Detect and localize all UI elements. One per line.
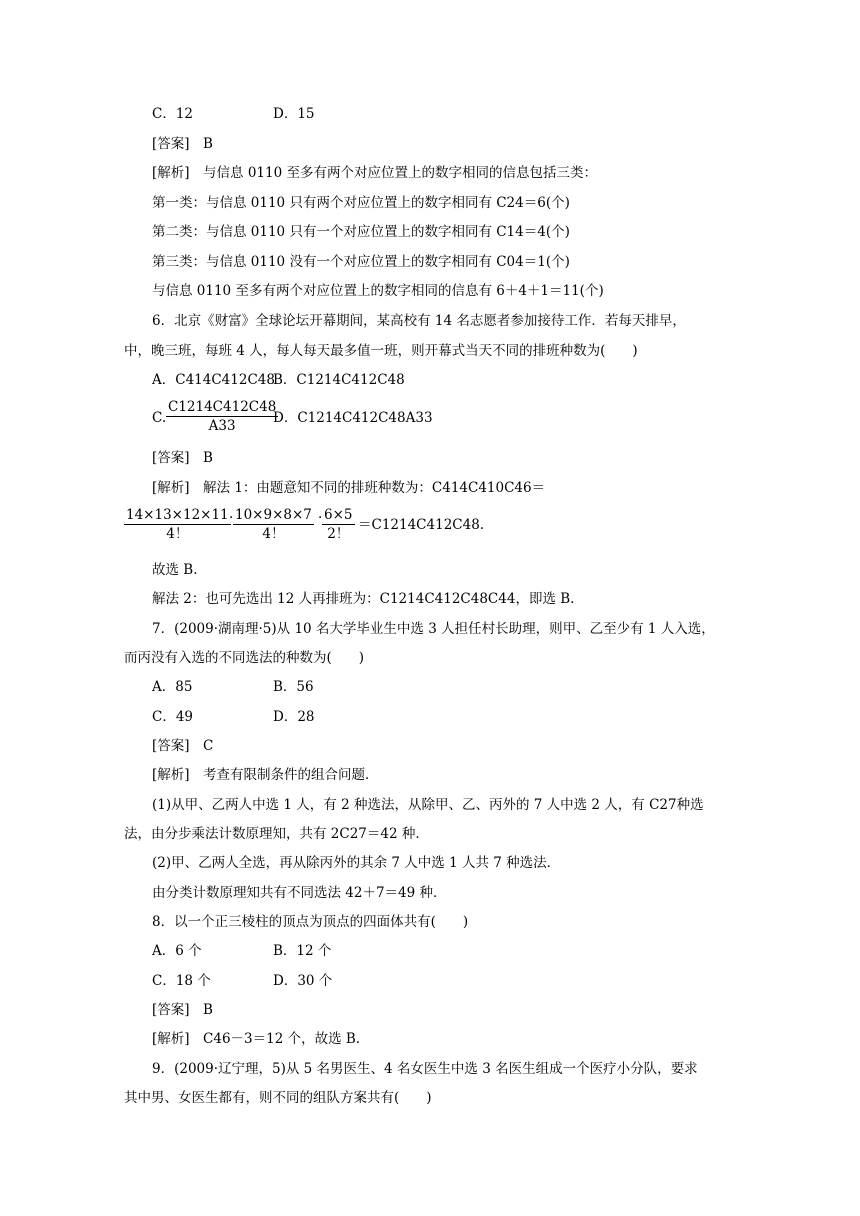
q7-stem-line-2: 而丙没有入选的不同选法的种数为( ) — [124, 650, 365, 666]
q6-fraction-2-numerator: 10×9×8×7 — [235, 507, 312, 523]
q8-answer: [答案] B — [152, 1002, 213, 1018]
q6-fraction-3-denominator: 2！ — [327, 526, 350, 542]
q6-fraction-2-denominator: 4！ — [262, 526, 285, 542]
q8-option-b: B．12 个 — [273, 943, 332, 959]
q6-solution-1-head: [解析] 解法 1：由题意知不同的排班种数为：C414C410C46＝ — [152, 480, 546, 496]
q6-option-c-numerator: C1214C412C48 — [168, 399, 277, 415]
q6-fraction-1-numerator: 14×13×12×11 — [126, 507, 229, 523]
multiply-dot: · — [318, 510, 323, 526]
q8-analysis: [解析] C46－3＝12 个，故选 B. — [152, 1031, 361, 1047]
q6-fraction-3-numerator: 6×5 — [324, 507, 353, 523]
q6-option-b: B．C1214C412C48 — [273, 372, 405, 388]
q7-part-3: 由分类计数原理知共有不同选法 42＋7＝49 种． — [152, 885, 447, 901]
q5-category-1: 第一类：与信息 0110 只有两个对应位置上的数字相同有 C24＝6(个) — [152, 195, 570, 211]
q8-option-a: A．6 个 — [152, 943, 202, 959]
q7-part-1-line-2: 法，由分步乘法计数原理知，共有 2C27＝42 种． — [124, 826, 429, 842]
q5-option-d: D．15 — [273, 106, 315, 122]
q8-option-c: C．18 个 — [152, 973, 211, 989]
q6-fraction-result: ＝C1214C412C48. — [358, 517, 485, 533]
q6-choose-b: 故选 B. — [152, 562, 198, 578]
q7-option-d: D．28 — [273, 709, 315, 725]
q5-answer: [答案] B — [152, 136, 213, 152]
q7-part-1-line-1: (1)从甲、乙两人中选 1 人，有 2 种选法，从除甲、乙、丙外的 7 人中选 2 人，有 C27种选 — [152, 797, 704, 813]
q6-fraction-2 — [233, 506, 314, 543]
multiply-dot: · — [229, 510, 234, 526]
q6-fraction-1-denominator: 4！ — [166, 526, 189, 542]
q6-option-a: A．C414C412C48 — [152, 372, 275, 388]
q8-stem: 8．以一个正三棱柱的顶点为顶点的四面体共有( ) — [152, 914, 469, 930]
q5-category-3: 第三类：与信息 0110 没有一个对应位置上的数字相同有 C04＝1(个) — [152, 254, 570, 270]
q5-analysis: [解析] 与信息 0110 至多有两个对应位置上的数字相同的信息包括三类： — [152, 165, 597, 181]
q6-solution-2: 解法 2：也可先选出 12 人再排班为：C1214C412C48C44，即选 B. — [152, 591, 575, 607]
q9-stem-line-1: 9．(2009·辽宁理，5)从 5 名男医生、4 名女医生中选 3 名医生组成一个医疗小分队，要求 — [152, 1061, 698, 1077]
q7-option-a: A．85 — [152, 679, 193, 695]
q6-stem-line-1: 6．北京《财富》全球论坛开幕期间，某高校有 14 名志愿者参加接待工作．若每天排早， — [152, 313, 686, 329]
q8-option-d: D．30 个 — [273, 973, 333, 989]
q6-option-d: D．C1214C412C48A33 — [273, 410, 433, 426]
q6-fraction-1 — [124, 506, 234, 543]
q6-answer: [答案] B — [152, 450, 213, 466]
q7-analysis: [解析] 考查有限制条件的组合问题． — [152, 767, 379, 783]
q5-total: 与信息 0110 至多有两个对应位置上的数字相同的信息有 6＋4＋1＝11(个) — [152, 283, 604, 299]
q7-part-2: (2)甲、乙两人全选，再从除丙外的其余 7 人中选 1 人共 7 种选法． — [152, 855, 561, 871]
q7-stem-line-1: 7．(2009·湖南理·5)从 10 名大学毕业生中选 3 人担任村长助理，则甲、乙至少有 1 人入选， — [152, 621, 715, 637]
q6-stem-line-2: 中，晚三班，每班 4 人，每人每天最多值一班，则开幕式当天不同的排班种数为( ) — [124, 343, 638, 359]
q7-option-b: B．56 — [273, 679, 314, 695]
q6-fraction-3 — [322, 506, 355, 543]
q6-option-c-fraction — [166, 398, 278, 435]
q6-option-c-denominator: A33 — [208, 418, 236, 434]
q5-category-2: 第二类：与信息 0110 只有一个对应位置上的数字相同有 C14＝4(个) — [152, 224, 570, 240]
q7-answer: [答案] C — [152, 738, 214, 754]
q6-option-c-label: C. — [152, 410, 167, 426]
q5-option-c: C．12 — [152, 106, 194, 122]
q9-stem-line-2: 其中男、女医生都有，则不同的组队方案共有( ) — [124, 1090, 432, 1106]
q7-option-c: C．49 — [152, 709, 194, 725]
